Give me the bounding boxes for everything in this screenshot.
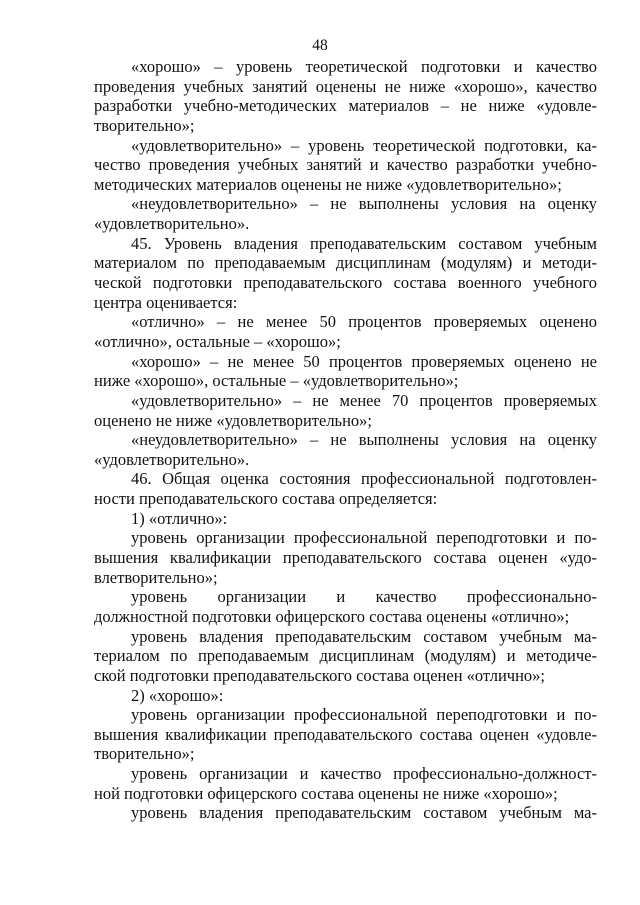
text-line: ской подготовки преподавательского состава оценен «отлично»;: [94, 665, 546, 685]
text-line: чество проведения учебных занятий и качество разработки учебно-: [94, 155, 597, 175]
text-line: «удовлетворительно» – уровень теоретической подготовки, ка-: [131, 135, 597, 155]
text-line: разработки учебно-методических материалов – не ниже «удовле-: [94, 96, 597, 116]
text-line: проведения учебных занятий оценены не ниже «хорошо», качество: [94, 76, 597, 96]
text-line: 45. Уровень владения преподавательским составом учебным: [131, 233, 597, 253]
text-line: «отлично» – не менее 50 процентов проверяемых оценено: [131, 312, 597, 332]
text-line: уровень организации и качество профессионально-: [131, 587, 597, 607]
text-line: уровень организации и качество профессионально-должност-: [131, 764, 597, 784]
text-line: «неудовлетворительно» – не выполнены условия на оценку: [131, 194, 597, 214]
text-line: ниже «хорошо», остальные – «удовлетворительно»;: [94, 371, 459, 391]
text-line: уровень организации профессиональной переподготовки и по-: [131, 705, 597, 725]
text-line: творительно»;: [94, 744, 195, 764]
text-line: вышения квалификации преподавательского состава оценен «удовле-: [94, 724, 597, 744]
text-line: уровень владения преподавательским составом учебным ма-: [131, 803, 597, 823]
text-line: ной подготовки офицерского состава оценены не ниже «хорошо»;: [94, 783, 558, 803]
text-line: методических материалов оценены не ниже «удовлетворительно»;: [94, 174, 562, 194]
page-number: 48: [312, 37, 328, 54]
text-line: уровень организации профессиональной переподготовки и по-: [131, 528, 597, 548]
text-line: вышения квалификации преподавательского состава оценен «удо-: [94, 548, 597, 568]
text-line: центра оценивается:: [94, 292, 238, 312]
text-line: материалом по преподаваемым дисциплинам (модулям) и методи-: [94, 253, 597, 273]
text-line: 2) «хорошо»:: [131, 685, 224, 705]
text-line: «хорошо» – уровень теоретической подготовки и качество: [131, 57, 597, 76]
text-line: «хорошо» – не менее 50 процентов проверяемых оценено не: [131, 351, 597, 371]
text-line: 1) «отлично»:: [131, 508, 228, 528]
text-line: 46. Общая оценка состояния профессиональной подготовлен-: [131, 469, 597, 489]
text-line: «удовлетворительно».: [94, 449, 250, 469]
text-line: ческой подготовки преподавательского состава военного учебного: [94, 273, 597, 293]
text-line: влетворительно»;: [94, 567, 218, 587]
text-line: териалом по преподаваемым дисциплинам (модулям) и методиче-: [94, 646, 597, 666]
text-line: «отлично», остальные – «хорошо»;: [94, 331, 341, 351]
text-line: творительно»;: [94, 115, 195, 135]
text-line: оценено не ниже «удовлетворительно»;: [94, 410, 372, 430]
text-line: «удовлетворительно».: [94, 214, 250, 234]
text-line: «неудовлетворительно» – не выполнены условия на оценку: [131, 430, 597, 450]
text-line: уровень владения преподавательским составом учебным ма-: [131, 626, 597, 646]
text-line: ности преподавательского состава определяется:: [94, 489, 438, 509]
document-body: [94, 57, 597, 823]
text-line: должностной подготовки офицерского состава оценены «отлично»;: [94, 606, 570, 626]
text-line: «удовлетворительно» – не менее 70 процентов проверяемых: [131, 390, 597, 410]
